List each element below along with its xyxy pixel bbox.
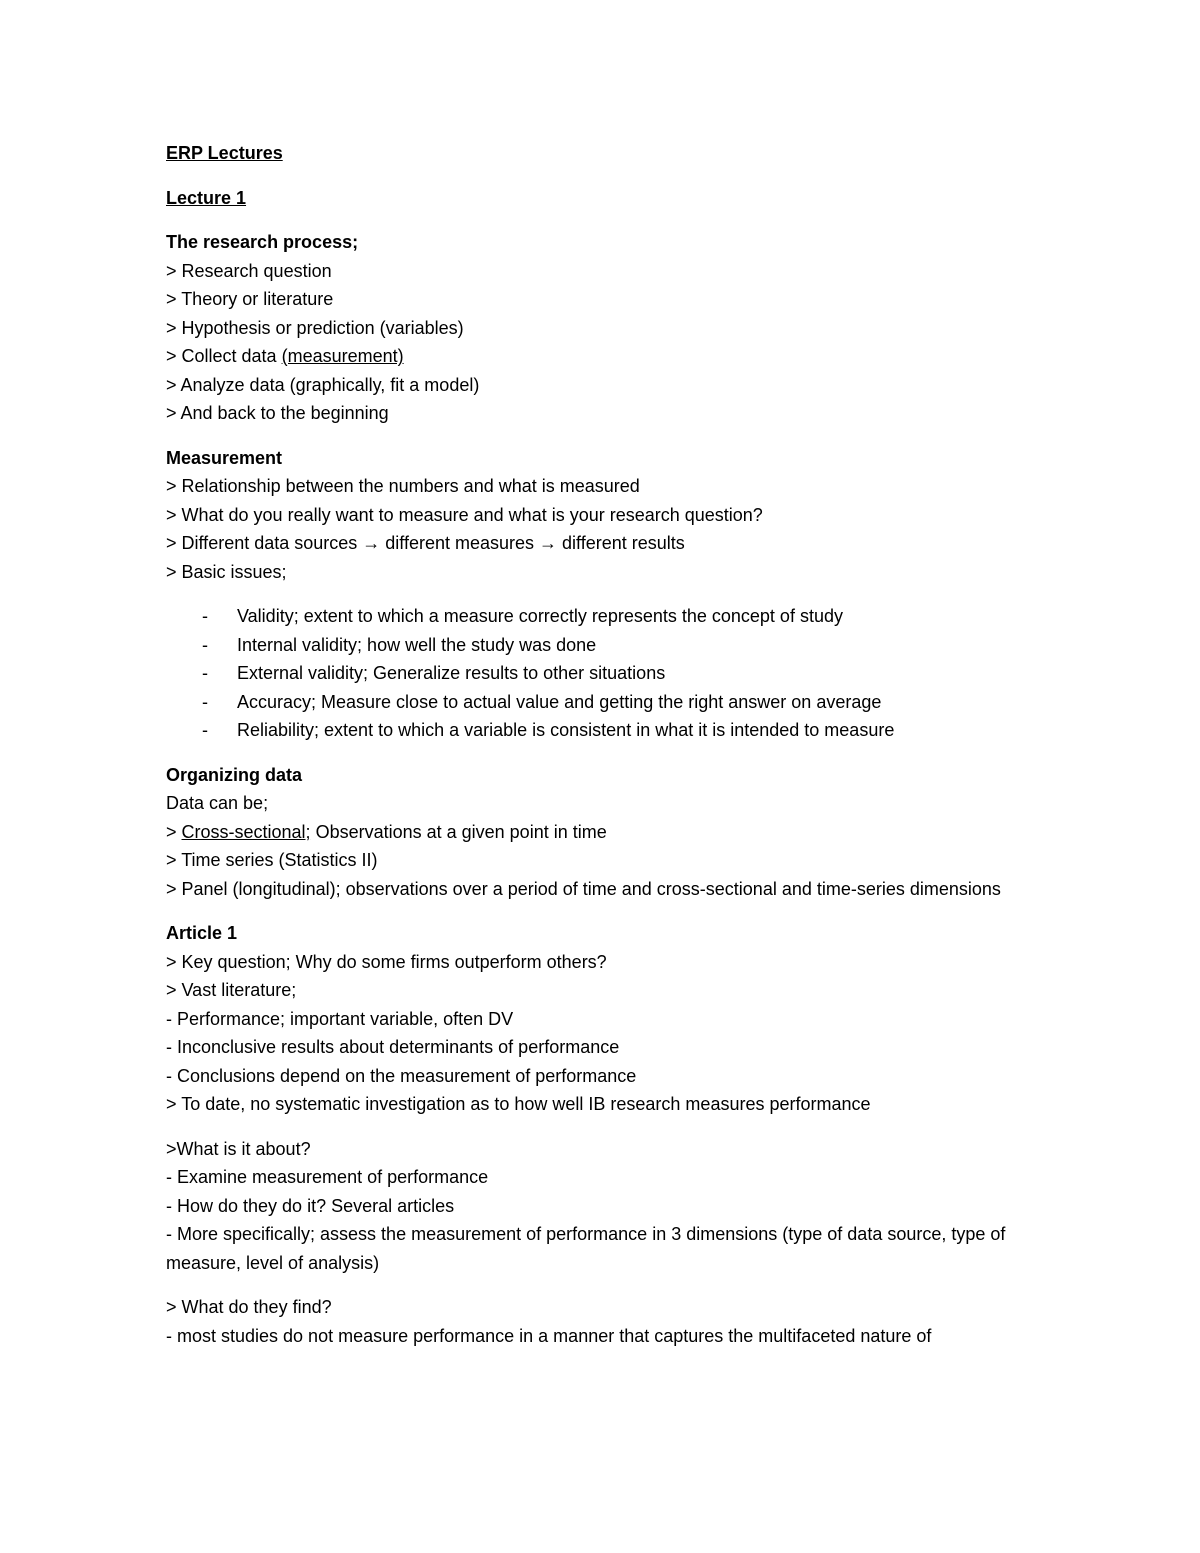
cross-sectional-rest: Observations at a given point in time [310, 821, 607, 842]
lecture-heading: Lecture 1 [166, 187, 247, 208]
sources-part-c: different results [557, 533, 685, 553]
collect-prefix: > Collect data [166, 346, 282, 366]
article-heading: Article 1 [166, 923, 238, 943]
article-item: - Examine measurement of performance [166, 1167, 489, 1187]
right-arrow-icon: → [362, 533, 381, 553]
article-item: - Conclusions depend on the measurement of performance [166, 1065, 637, 1086]
article-item: - Performance; important variable, often DV [166, 1008, 514, 1029]
measurement-sources-item [166, 529, 1046, 558]
list-item [166, 602, 1046, 631]
dash-bullet: - [202, 691, 208, 712]
list-item [166, 631, 1046, 660]
organizing-data-heading: Organizing data [166, 764, 303, 785]
article-item: > Vast literature; [166, 980, 297, 1000]
list-item-text: External validity; Generalize results to other situations [237, 663, 666, 683]
dash-bullet: - [202, 634, 208, 655]
sources-part-b: different measures [380, 533, 540, 553]
organizing-item-panel: > Panel (longitudinal); observations over a period of time and cross-sectional and time-series dimensions [166, 878, 1001, 899]
dash-bullet: - [202, 663, 208, 683]
research-process-heading: The research process; [166, 232, 359, 252]
measurement-item: > Basic issues; [166, 561, 287, 582]
right-arrow-icon: → [539, 533, 558, 553]
research-process-item: > Theory or literature [166, 289, 334, 309]
list-item [166, 716, 1046, 745]
organizing-cross-sectional-item [166, 818, 1046, 847]
document-title: ERP Lectures [166, 143, 283, 163]
collect-measurement-underlined: (measurement) [281, 346, 404, 366]
article-item: - Inconclusive results about determinants of performance [166, 1037, 620, 1057]
article-item: >What is it about? [166, 1138, 311, 1159]
list-item-text: Accuracy; Measure close to actual value and getting the right answer on average [237, 691, 882, 712]
research-process-item: > Hypothesis or prediction (variables) [166, 317, 464, 338]
measurement-item: > What do you really want to measure and what is your research question? [166, 504, 763, 525]
list-item-text: Validity; extent to which a measure correctly represents the concept of study [237, 606, 843, 626]
research-process-item: > Research question [166, 260, 332, 281]
article-item: - most studies do not measure performance in a manner that captures the multifaceted nature of [166, 1325, 932, 1346]
list-item [166, 659, 1046, 688]
dash-bullet: - [202, 606, 208, 626]
cross-sectional-underlined: Cross-sectional; [181, 821, 311, 842]
research-process-item-collect [166, 342, 1046, 371]
document-body [166, 139, 1046, 1350]
cross-prefix: > [166, 821, 182, 842]
dash-bullet: - [202, 720, 208, 740]
measurement-item: > Relationship between the numbers and what is measured [166, 476, 640, 496]
basic-issues-list [166, 602, 1046, 745]
article-item: - How do they do it? Several articles [166, 1195, 455, 1216]
measurement-heading: Measurement [166, 447, 283, 468]
article-item: > Key question; Why do some firms outperform others? [166, 951, 607, 972]
research-process-item: > And back to the beginning [166, 403, 389, 423]
organizing-intro: Data can be; [166, 793, 269, 813]
article-item: > To date, no systematic investigation as to how well IB research measures performance [166, 1094, 871, 1114]
sources-part-a: > Different data sources [166, 533, 363, 553]
list-item-text: Reliability; extent to which a variable is consistent in what it is intended to measure [237, 720, 895, 740]
research-process-item: > Analyze data (graphically, fit a model) [166, 374, 480, 395]
organizing-item: > Time series (Statistics II) [166, 850, 378, 870]
list-item [166, 688, 1046, 717]
article-item: > What do they find? [166, 1297, 332, 1317]
article-item-wrapped: - More specifically; assess the measurement of performance in 3 dimensions (type of data source, type of measure, level of analysis) [166, 1224, 1006, 1273]
list-item-text: Internal validity; how well the study was done [237, 634, 597, 655]
